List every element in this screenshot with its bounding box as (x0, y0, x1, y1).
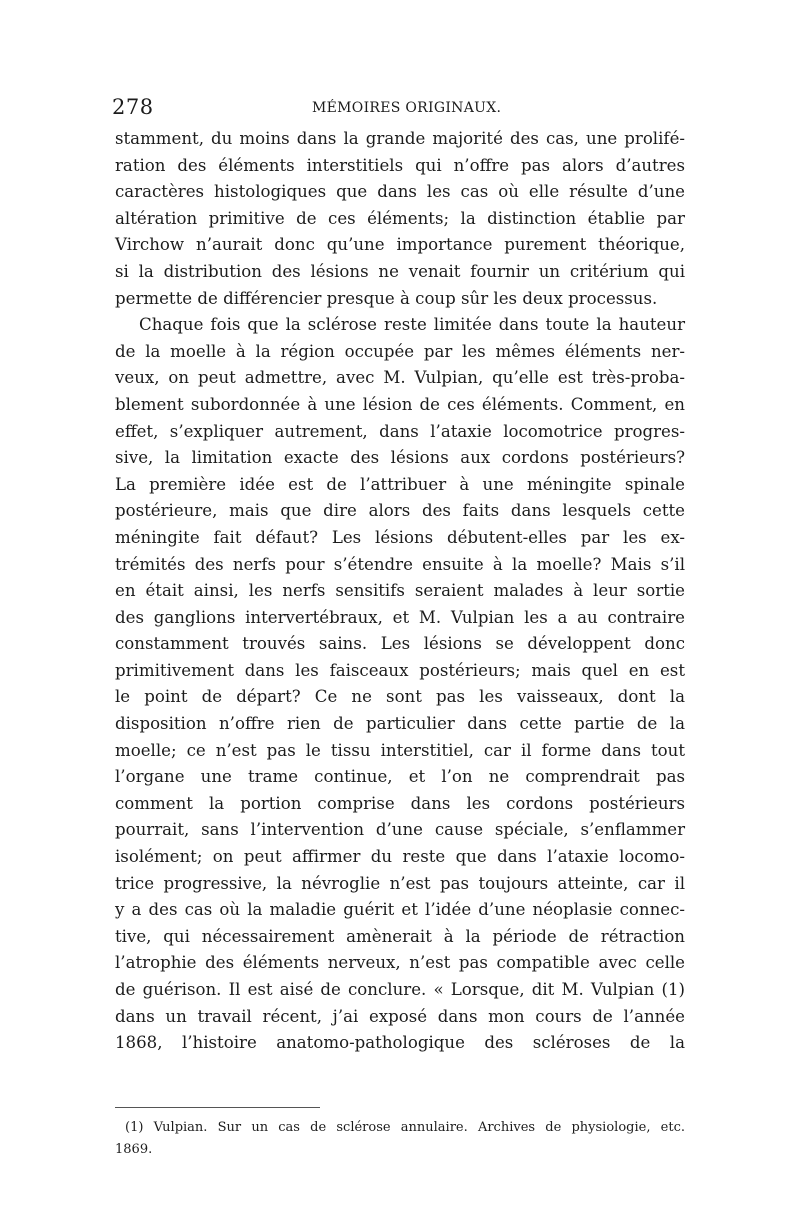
text-line: comment la portion comprise dans les cordons postérieurs (115, 793, 685, 813)
text-line: trice progressive, la névroglie n’est pas toujours atteinte, car il (115, 873, 685, 893)
footnote (115, 1117, 685, 1161)
footnote-rule (115, 1107, 320, 1108)
text-line: moelle; ce n’est pas le tissu interstitiel, car il forme dans tout (115, 740, 685, 760)
text-line: constamment trouvés sains. Les lésions se développent donc (115, 634, 685, 654)
text-line: des ganglions intervertébraux, et M. Vulpian les a au contraire (115, 607, 685, 627)
body-text (115, 126, 685, 1057)
footnote-line: 1869. (115, 1142, 153, 1157)
text-line: disposition n’offre rien de particulier dans cette partie de la (115, 714, 685, 734)
running-head: MÉMOIRES ORIGINAUX. (312, 100, 502, 116)
text-line: trémités des nerfs pour s’étendre ensuite à la moelle? Mais s’il (115, 554, 685, 574)
text-line: stamment, du moins dans la grande majorité des cas, une prolifé- (115, 129, 685, 148)
text-line: méningite fait défaut? Les lésions débutent-elles par les ex- (115, 527, 685, 547)
text-line: pourrait, sans l’intervention d’une cause spéciale, s’enflammer (115, 820, 685, 840)
text-line: tive, qui nécessairement amènerait à la période de rétraction (115, 926, 685, 946)
text-line: le point de départ? Ce ne sont pas les vaisseaux, dont la (115, 687, 685, 707)
text-line: 1868, l’histoire anatomo-pathologique des scléroses de la (115, 1033, 685, 1053)
text-line: caractères histologiques que dans les cas où elle résulte d’une (115, 182, 685, 202)
text-line: dans un travail récent, j’ai exposé dans mon cours de l’année (115, 1006, 685, 1026)
text-line: permette de différencier presque à coup sûr les deux processus. (115, 288, 658, 308)
text-line: altération primitive de ces éléments; la distinction établie par (115, 208, 685, 228)
text-line: La première idée est de l’attribuer à une méningite spinale (115, 474, 685, 494)
text-line: l’atrophie des éléments nerveux, n’est pas compatible avec celle (115, 953, 685, 973)
text-line: en était ainsi, les nerfs sensitifs seraient malades à leur sortie (115, 581, 685, 601)
text-line: primitivement dans les faisceaux postérieurs; mais quel en est (115, 660, 685, 680)
text-line: y a des cas où la maladie guérit et l’idée d’une néoplasie connec- (115, 900, 685, 920)
text-line: Virchow n’aurait donc qu’une importance purement théorique, (115, 235, 685, 255)
text-line: ration des éléments interstitiels qui n’offre pas alors d’autres (115, 155, 685, 175)
text-line: isolément; on peut affirmer du reste que dans l’ataxie locomo- (115, 847, 685, 867)
page-header (112, 95, 692, 121)
text-line: sive, la limitation exacte des lésions aux cordons postérieurs? (115, 448, 685, 468)
text-line: effet, s’expliquer autrement, dans l’ataxie locomotrice progres- (115, 421, 685, 441)
text-line: si la distribution des lésions ne venait fournir un critérium qui (115, 261, 685, 281)
text-line: blement subordonnée à une lésion de ces éléments. Comment, en (115, 394, 685, 414)
text-line: veux, on peut admettre, avec M. Vulpian, qu’elle est très-proba- (115, 368, 685, 388)
footnote-line: (1) Vulpian. Sur un cas de sclérose annulaire. Archives de physiologie, etc. (125, 1120, 685, 1135)
page-number: 278 (112, 95, 154, 119)
text-line: de guérison. Il est aisé de conclure. « Lorsque, dit M. Vulpian (1) (115, 980, 685, 999)
text-line: postérieure, mais que dire alors des faits dans lesquels cette (115, 501, 685, 521)
text-line: l’organe une trame continue, et l’on ne comprendrait pas (115, 767, 685, 787)
text-line: Chaque fois que la sclérose reste limitée dans toute la hauteur (139, 315, 685, 335)
text-line: de la moelle à la région occupée par les mêmes éléments ner- (115, 341, 685, 361)
